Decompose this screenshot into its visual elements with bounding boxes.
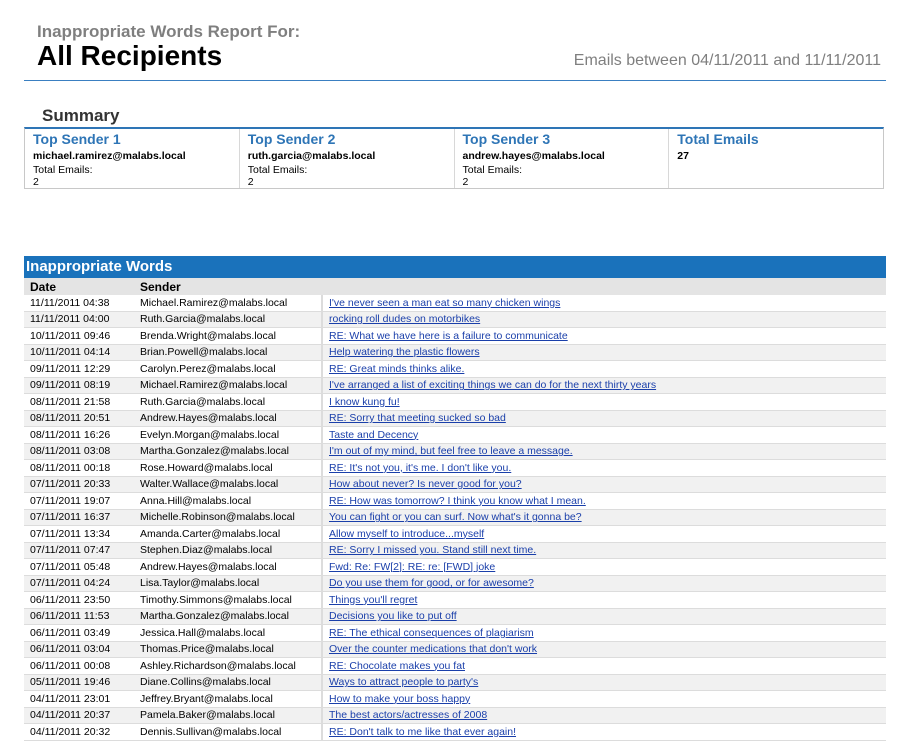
row-sender: Brenda.Wright@malabs.local (134, 328, 322, 345)
table-row (24, 575, 886, 592)
report-title: All Recipients (37, 40, 223, 71)
row-sender: Ruth.Garcia@malabs.local (134, 394, 322, 411)
row-subject-cell (322, 674, 886, 691)
date-range: Emails between 04/11/2011 and 11/11/2011 (573, 52, 881, 69)
email-subject-link[interactable]: Fwd: Re: FW[2]: RE: re: [FWD] joke (329, 560, 496, 573)
row-subject-cell (322, 707, 886, 724)
row-sender: Martha.Gonzalez@malabs.local (134, 608, 322, 625)
table-row (24, 344, 886, 361)
table-row (24, 443, 886, 460)
top-sender-email: michael.ramirez@malabs.local (33, 150, 186, 162)
row-sender: Evelyn.Morgan@malabs.local (134, 427, 322, 444)
row-date: 04/11/2011 23:01 (24, 691, 134, 708)
table-row (24, 377, 886, 394)
row-sender: Martha.Gonzalez@malabs.local (134, 443, 322, 460)
row-date: 06/11/2011 23:50 (24, 592, 134, 609)
email-subject-link[interactable]: RE: Great minds thinks alike. (329, 362, 465, 375)
email-subject-link[interactable]: RE: How was tomorrow? I think you know what I mean. (329, 494, 586, 507)
row-subject-cell (322, 575, 886, 592)
row-sender: Michael.Ramirez@malabs.local (134, 377, 322, 394)
row-subject-cell (322, 625, 886, 642)
row-date: 07/11/2011 04:24 (24, 575, 134, 592)
email-subject-link[interactable]: RE: Sorry I missed you. Stand still next time. (329, 544, 537, 557)
email-subject-link[interactable]: Decisions you like to put off (329, 610, 457, 623)
email-subject-link[interactable]: RE: What we have here is a failure to communicate (329, 329, 568, 342)
row-date: 07/11/2011 13:34 (24, 526, 134, 543)
row-date: 07/11/2011 16:37 (24, 509, 134, 526)
total-emails-count: 2 (462, 176, 469, 188)
row-date: 09/11/2011 12:29 (24, 361, 134, 378)
report-subtitle: Inappropriate Words Report For: (37, 22, 301, 41)
row-date: 11/11/2011 04:38 (24, 295, 134, 311)
row-subject-cell (322, 394, 886, 411)
email-subject-link[interactable]: I've arranged a list of exciting things we can do for the next thirty years (329, 379, 657, 392)
row-sender: Amanda.Carter@malabs.local (134, 526, 322, 543)
table-row (24, 295, 886, 311)
row-subject-cell (322, 295, 886, 311)
row-sender: Brian.Powell@malabs.local (134, 344, 322, 361)
table-row (24, 625, 886, 642)
table-row (24, 394, 886, 411)
table-row (24, 410, 886, 427)
row-subject-cell (322, 361, 886, 378)
row-subject-cell (322, 608, 886, 625)
row-subject-cell (322, 476, 886, 493)
email-subject-link[interactable]: I've never seen a man eat so many chicken wings (329, 296, 561, 309)
row-sender: Rose.Howard@malabs.local (134, 460, 322, 477)
row-subject-cell (322, 592, 886, 609)
email-subject-link[interactable]: Allow myself to introduce...myself (329, 527, 485, 540)
row-subject-cell (322, 311, 886, 328)
row-subject-cell (322, 658, 886, 675)
row-date: 07/11/2011 20:33 (24, 476, 134, 493)
row-sender: Lisa.Taylor@malabs.local (134, 575, 322, 592)
column-header-sender: Sender (134, 278, 322, 295)
row-date: 07/11/2011 05:48 (24, 559, 134, 576)
row-subject-cell (322, 509, 886, 526)
total-emails-count: 2 (247, 176, 254, 188)
row-subject-cell (322, 641, 886, 658)
total-emails-cell (669, 129, 883, 188)
inappropriate-words-table (24, 278, 886, 741)
row-sender: Anna.Hill@malabs.local (134, 493, 322, 510)
row-subject-cell (322, 526, 886, 543)
row-date: 08/11/2011 21:58 (24, 394, 134, 411)
email-subject-link[interactable]: Help watering the plastic flowers (329, 346, 480, 359)
email-subject-link[interactable]: Do you use them for good, or for awesome? (329, 577, 534, 590)
summary-title: Summary (42, 106, 120, 125)
row-subject-cell (322, 493, 886, 510)
email-subject-link[interactable]: I'm out of my mind, but feel free to leave a message. (329, 445, 573, 458)
row-subject-cell (322, 377, 886, 394)
table-row (24, 559, 886, 576)
table-header-row (24, 278, 886, 295)
column-header-date: Date (24, 278, 134, 295)
email-subject-link[interactable]: RE: Chocolate makes you fat (329, 659, 465, 672)
row-date: 08/11/2011 00:18 (24, 460, 134, 477)
row-sender: Timothy.Simmons@malabs.local (134, 592, 322, 609)
row-subject-cell (322, 443, 886, 460)
row-subject-cell (322, 559, 886, 576)
email-subject-link[interactable]: Taste and Decency (329, 428, 419, 441)
table-row (24, 592, 886, 609)
row-sender: Dennis.Sullivan@malabs.local (134, 724, 322, 741)
row-subject-cell (322, 410, 886, 427)
table-row (24, 361, 886, 378)
table-row (24, 658, 886, 675)
email-subject-link[interactable]: How to make your boss happy (329, 692, 471, 705)
table-row (24, 460, 886, 477)
row-date: 06/11/2011 00:08 (24, 658, 134, 675)
row-subject-cell (322, 724, 886, 741)
email-subject-link[interactable]: Ways to attract people to party's (329, 676, 479, 689)
row-date: 07/11/2011 07:47 (24, 542, 134, 559)
email-subject-link[interactable]: RE: It's not you, it's me. I don't like you. (329, 461, 512, 474)
total-emails-heading: Total Emails (677, 131, 759, 147)
row-sender: Jeffrey.Bryant@malabs.local (134, 691, 322, 708)
row-sender: Andrew.Hayes@malabs.local (134, 559, 322, 576)
table-row (24, 526, 886, 543)
row-subject-cell (322, 460, 886, 477)
table-row (24, 608, 886, 625)
row-sender: Stephen.Diaz@malabs.local (134, 542, 322, 559)
top-sender-heading: Top Sender 3 (462, 131, 551, 147)
table-row (24, 509, 886, 526)
table-row (24, 674, 886, 691)
email-subject-link[interactable]: Things you'll regret (329, 593, 418, 606)
table-row (24, 641, 886, 658)
row-date: 09/11/2011 08:19 (24, 377, 134, 394)
row-sender: Michelle.Robinson@malabs.local (134, 509, 322, 526)
table-row (24, 542, 886, 559)
table-row (24, 493, 886, 510)
email-subject-link[interactable]: RE: Sorry that meeting sucked so bad (329, 412, 506, 425)
row-subject-cell (322, 344, 886, 361)
summary-panel (24, 127, 884, 189)
row-sender: Pamela.Baker@malabs.local (134, 707, 322, 724)
table-row (24, 328, 886, 345)
email-subject-link[interactable]: You can fight or you can surf. Now what's it gonna be? (329, 511, 582, 524)
row-sender: Ruth.Garcia@malabs.local (134, 311, 322, 328)
table-row (24, 476, 886, 493)
row-sender: Walter.Wallace@malabs.local (134, 476, 322, 493)
email-subject-link[interactable]: rocking roll dudes on motorbikes (329, 313, 481, 326)
top-sender-2 (240, 129, 455, 188)
row-date: 06/11/2011 11:53 (24, 608, 134, 625)
column-header-subject (322, 278, 886, 295)
top-sender-heading: Top Sender 2 (247, 131, 336, 147)
table-row (24, 724, 886, 741)
row-subject-cell (322, 328, 886, 345)
row-sender: Diane.Collins@malabs.local (134, 674, 322, 691)
row-date: 11/11/2011 04:00 (24, 311, 134, 328)
email-subject-link[interactable]: RE: Don't talk to me like that ever again! (329, 725, 517, 738)
top-sender-1 (25, 129, 240, 188)
row-sender: Ashley.Richardson@malabs.local (134, 658, 322, 675)
header-divider (24, 80, 886, 81)
total-emails-value: 27 (677, 150, 689, 162)
row-sender: Carolyn.Perez@malabs.local (134, 361, 322, 378)
total-emails-label: Total Emails: (247, 164, 308, 176)
row-subject-cell (322, 542, 886, 559)
row-subject-cell (322, 691, 886, 708)
total-emails-label: Total Emails: (33, 164, 93, 176)
row-date: 04/11/2011 20:37 (24, 707, 134, 724)
row-date: 07/11/2011 19:07 (24, 493, 134, 510)
table-row (24, 427, 886, 444)
email-subject-link[interactable]: The best actors/actresses of 2008 (329, 709, 488, 722)
total-emails-count: 2 (33, 176, 39, 188)
row-sender: Michael.Ramirez@malabs.local (134, 295, 322, 311)
email-subject-link[interactable]: RE: The ethical consequences of plagiarism (329, 626, 534, 639)
row-date: 06/11/2011 03:04 (24, 641, 134, 658)
row-date: 04/11/2011 20:32 (24, 724, 134, 741)
table-row (24, 311, 886, 328)
table-body (24, 295, 886, 740)
row-date: 08/11/2011 03:08 (24, 443, 134, 460)
row-date: 05/11/2011 19:46 (24, 674, 134, 691)
row-date: 06/11/2011 03:49 (24, 625, 134, 642)
table-row (24, 691, 886, 708)
row-date: 08/11/2011 16:26 (24, 427, 134, 444)
row-sender: Andrew.Hayes@malabs.local (134, 410, 322, 427)
email-subject-link[interactable]: How about never? Is never good for you? (329, 478, 522, 491)
email-subject-link[interactable]: I know kung fu! (329, 395, 400, 408)
row-date: 10/11/2011 09:46 (24, 328, 134, 345)
row-subject-cell (322, 427, 886, 444)
inappropriate-words-header: Inappropriate Words (24, 256, 886, 278)
row-sender: Thomas.Price@malabs.local (134, 641, 322, 658)
row-date: 10/11/2011 04:14 (24, 344, 134, 361)
total-emails-label: Total Emails: (462, 164, 523, 176)
top-sender-heading: Top Sender 1 (33, 131, 121, 147)
top-sender-3 (455, 129, 670, 188)
top-sender-email: andrew.hayes@malabs.local (462, 150, 605, 162)
row-sender: Jessica.Hall@malabs.local (134, 625, 322, 642)
top-sender-email: ruth.garcia@malabs.local (247, 150, 376, 162)
table-row (24, 707, 886, 724)
row-date: 08/11/2011 20:51 (24, 410, 134, 427)
email-subject-link[interactable]: Over the counter medications that don't work (329, 643, 538, 656)
